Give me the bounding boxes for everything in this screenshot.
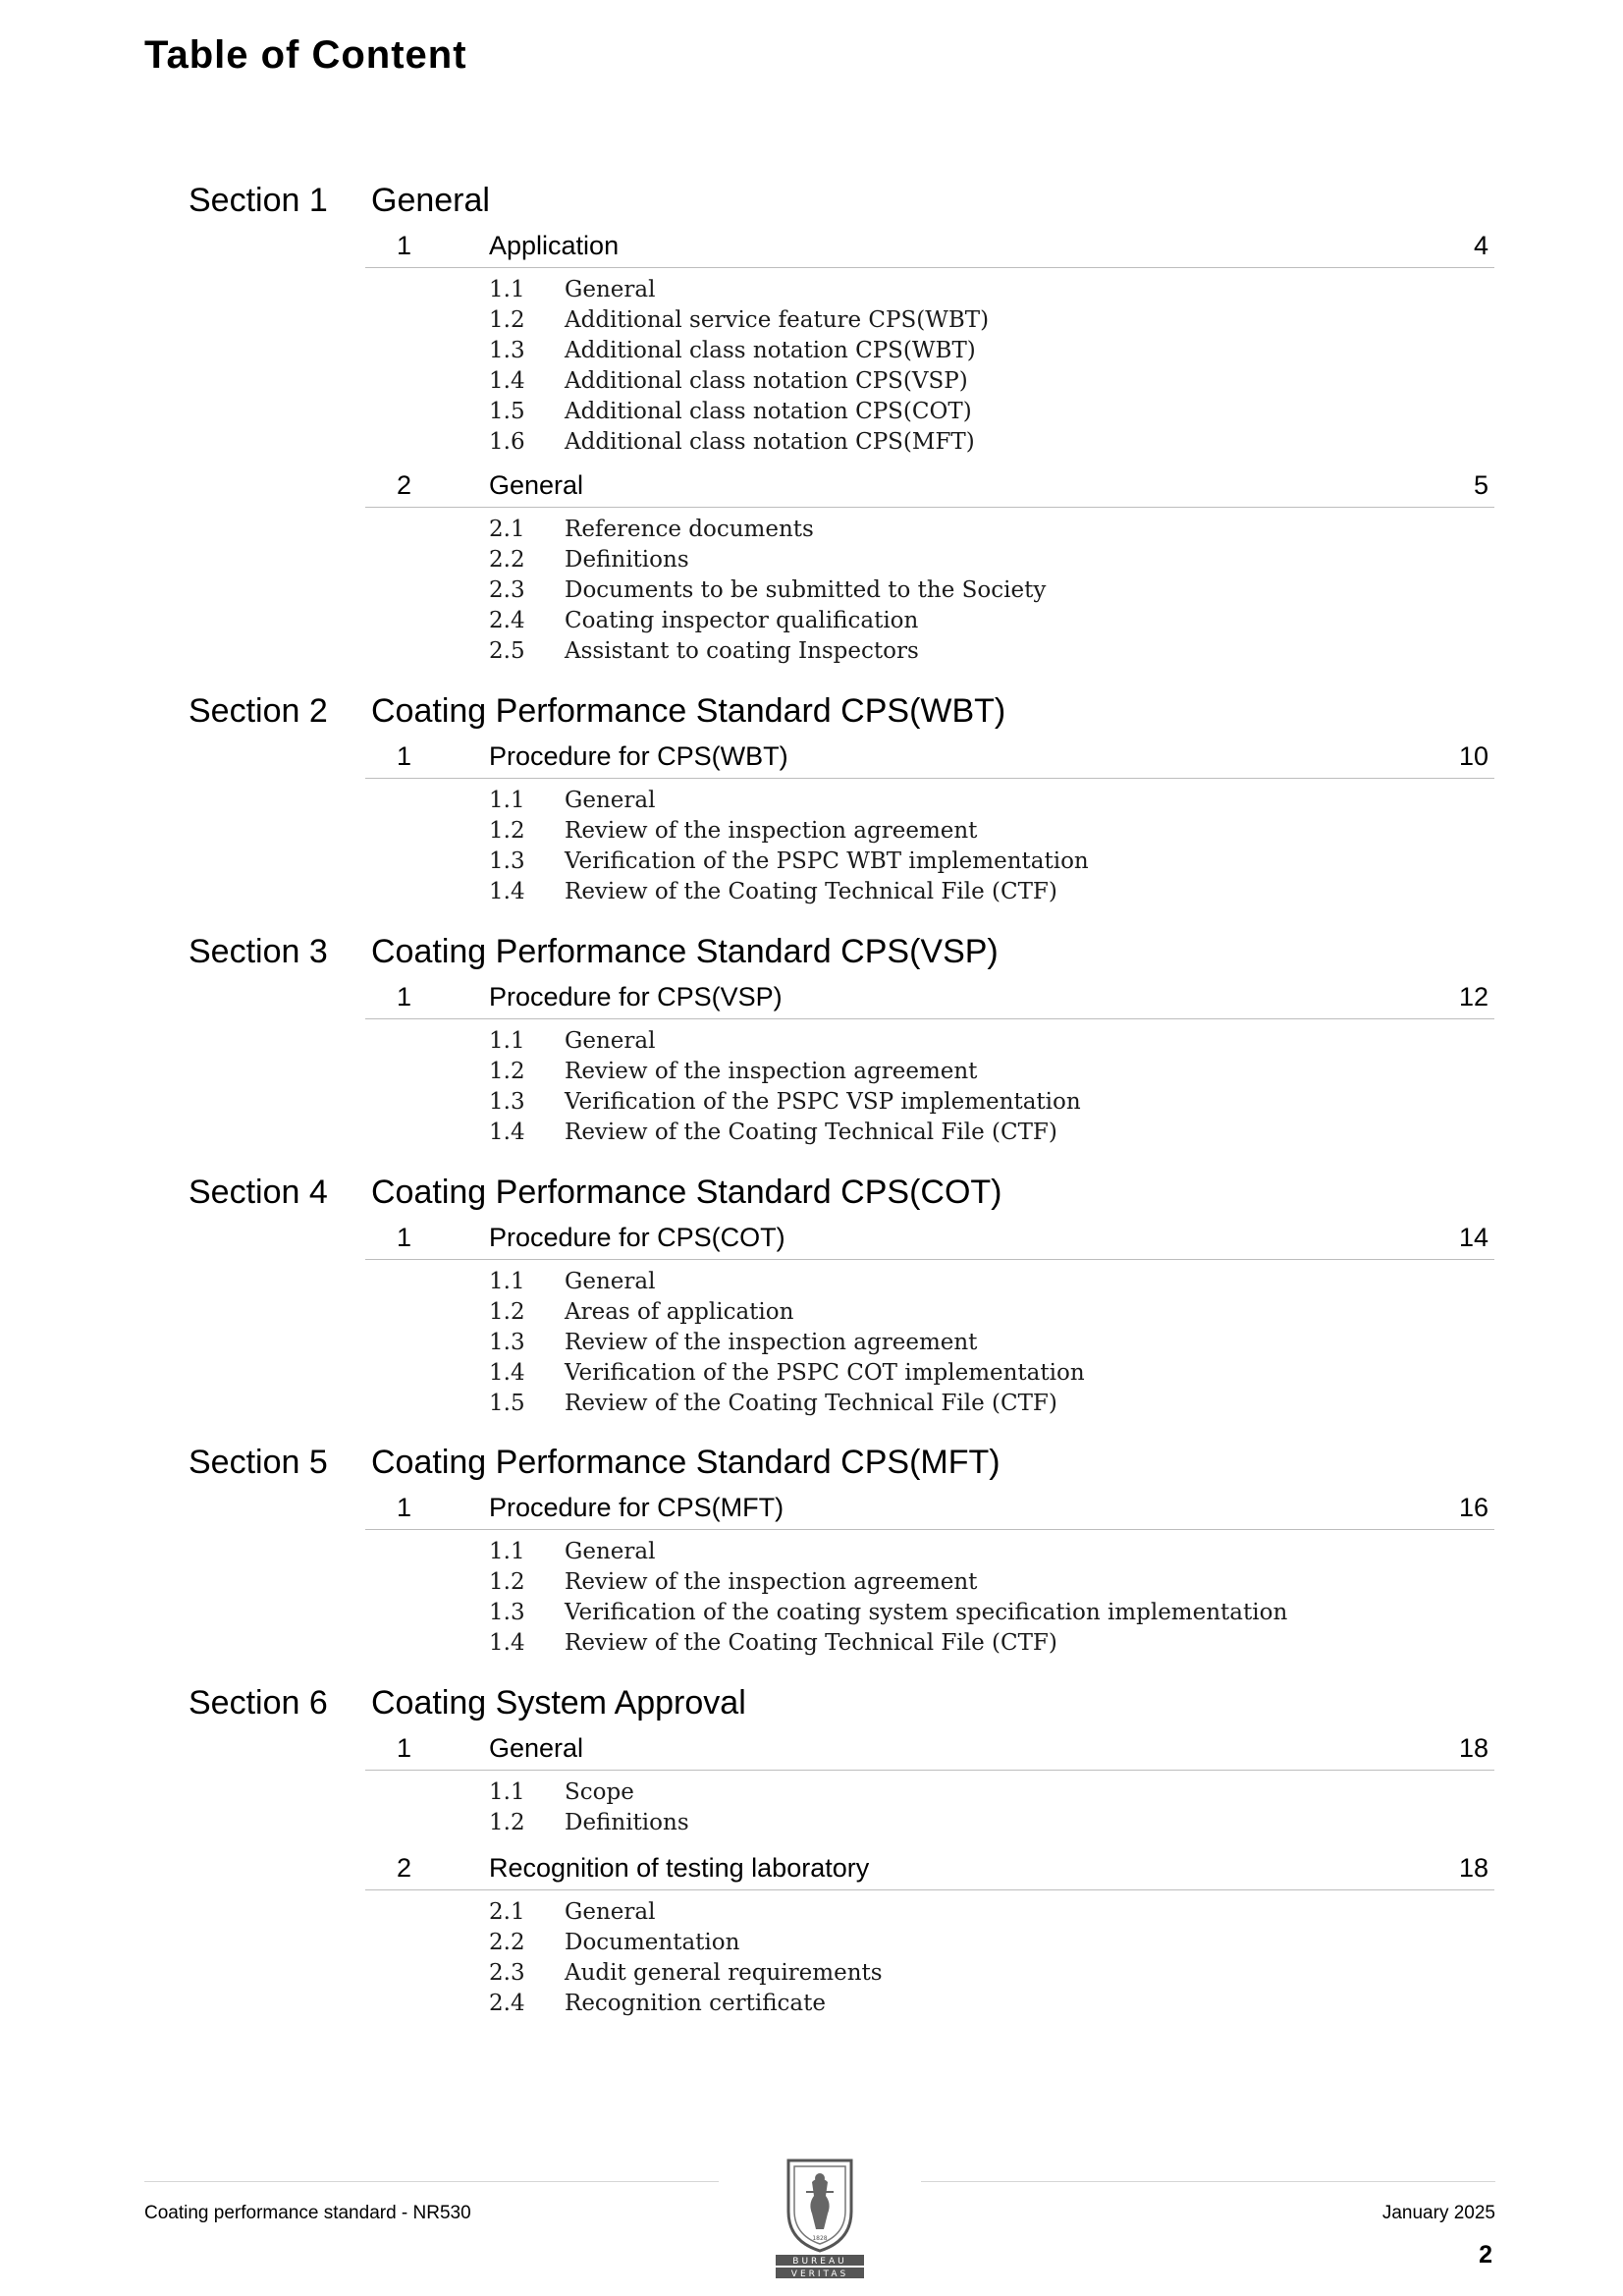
section-title[interactable]: Coating System Approval [371, 1684, 746, 1722]
list-item[interactable] [365, 1989, 1494, 2019]
list-item[interactable] [365, 1087, 1494, 1118]
list-item[interactable] [365, 636, 1494, 667]
subsection-number: 1.2 [489, 307, 525, 333]
subsection-number: 1.3 [489, 1089, 525, 1115]
list-item[interactable] [365, 336, 1494, 366]
chapter-title: Procedure for CPS(VSP) [489, 982, 783, 1011]
chapter-number: 1 [397, 1733, 412, 1763]
chapter-heading-row[interactable] [365, 738, 1494, 779]
subsection-title: Definitions [565, 547, 689, 573]
list-item[interactable] [365, 1808, 1494, 1838]
subsection-title: Additional class notation CPS(WBT) [565, 338, 976, 363]
subsection-number: 2.5 [489, 638, 525, 664]
list-item[interactable] [365, 877, 1494, 907]
subsection-number: 1.3 [489, 1600, 525, 1625]
chapter-title: Recognition of testing laboratory [489, 1853, 870, 1883]
subsection-title: General [565, 1028, 656, 1054]
page-title: Table of Content [144, 33, 467, 77]
section-title[interactable]: Coating Performance Standard CPS(COT) [371, 1174, 1002, 1211]
footer-date: January 2025 [1381, 2203, 1495, 2223]
subsection-number: 1.2 [489, 1569, 525, 1595]
subsection-title: Reference documents [565, 517, 814, 542]
list-item[interactable] [365, 515, 1494, 545]
list-item[interactable] [365, 366, 1494, 397]
chapter-heading-row[interactable] [365, 228, 1494, 268]
subsection-list [365, 786, 1494, 907]
toc-chapter [365, 1490, 1494, 1656]
chapter-heading-row[interactable] [365, 467, 1494, 508]
section-label: Section 5 [189, 1444, 328, 1481]
subsection-title: Scope [565, 1779, 634, 1805]
subsection-list [365, 1267, 1494, 1419]
chapter-page-number: 4 [1473, 231, 1488, 260]
list-item[interactable] [365, 1537, 1494, 1567]
section-label: Section 6 [189, 1684, 328, 1722]
list-item[interactable] [365, 427, 1494, 458]
section-title[interactable]: General [371, 182, 490, 219]
toc-chapter [365, 738, 1494, 904]
subsection-title: Coating inspector qualification [565, 608, 919, 633]
list-item[interactable] [365, 1928, 1494, 1958]
subsection-list [365, 515, 1494, 667]
svg-text:VERITAS: VERITAS [790, 2269, 849, 2279]
list-item[interactable] [365, 1598, 1494, 1628]
subsection-title: General [565, 1539, 656, 1564]
chapter-heading-row[interactable] [365, 1220, 1494, 1260]
subsection-title: Additional service feature CPS(WBT) [565, 307, 990, 333]
footer-divider-right [921, 2181, 1495, 2182]
section-label: Section 1 [189, 182, 328, 219]
subsection-number: 2.4 [489, 608, 525, 633]
subsection-number: 1.1 [489, 1269, 525, 1294]
list-item[interactable] [365, 1026, 1494, 1057]
chapter-title: Procedure for CPS(COT) [489, 1223, 785, 1252]
subsection-number: 1.2 [489, 1299, 525, 1325]
subsection-title: General [565, 277, 656, 302]
chapter-heading-row[interactable] [365, 979, 1494, 1019]
toc-chapter [365, 979, 1494, 1145]
list-item[interactable] [365, 545, 1494, 575]
chapter-title: Procedure for CPS(WBT) [489, 741, 788, 771]
subsection-number: 1.4 [489, 1120, 525, 1145]
subsection-title: General [565, 1269, 656, 1294]
subsection-title: Assistant to coating Inspectors [565, 638, 919, 664]
subsection-title: Additional class notation CPS(VSP) [565, 368, 968, 394]
subsection-title: Documentation [565, 1930, 740, 1955]
list-item[interactable] [365, 397, 1494, 427]
list-item[interactable] [365, 1958, 1494, 1989]
subsection-number: 1.4 [489, 1630, 525, 1656]
section-label: Section 4 [189, 1174, 328, 1211]
subsection-number: 1.1 [489, 277, 525, 302]
subsection-number: 2.2 [489, 1930, 525, 1955]
chapter-page-number: 18 [1458, 1853, 1488, 1883]
list-item[interactable] [365, 1389, 1494, 1419]
subsection-title: Verification of the PSPC COT implementation [565, 1360, 1085, 1386]
page-number: 2 [1479, 2241, 1492, 2269]
list-item[interactable] [365, 786, 1494, 816]
subsection-number: 1.3 [489, 338, 525, 363]
chapter-number: 2 [397, 1853, 412, 1883]
subsection-title: General [565, 1899, 656, 1925]
subsection-title: Review of the inspection agreement [565, 818, 978, 844]
subsection-number: 1.2 [489, 818, 525, 844]
subsection-title: Review of the inspection agreement [565, 1569, 978, 1595]
subsection-number: 1.1 [489, 1028, 525, 1054]
subsection-number: 1.2 [489, 1059, 525, 1084]
list-item[interactable] [365, 1777, 1494, 1808]
subsection-title: Review of the Coating Technical File (CTF) [565, 1120, 1057, 1145]
subsection-number: 1.3 [489, 1330, 525, 1355]
subsection-number: 1.5 [489, 1391, 525, 1416]
svg-text:BUREAU: BUREAU [792, 2257, 847, 2267]
subsection-number: 1.2 [489, 1810, 525, 1835]
subsection-list [365, 1897, 1494, 2019]
subsection-title: Verification of the coating system specification implementation [565, 1600, 1288, 1625]
chapter-page-number: 16 [1458, 1493, 1488, 1522]
list-item[interactable] [365, 275, 1494, 305]
subsection-number: 2.2 [489, 547, 525, 573]
subsection-title: Review of the inspection agreement [565, 1330, 978, 1355]
list-item[interactable] [365, 1267, 1494, 1297]
chapter-title: Application [489, 231, 620, 260]
subsection-title: Areas of application [565, 1299, 794, 1325]
subsection-number: 1.3 [489, 848, 525, 874]
list-item[interactable] [365, 606, 1494, 636]
chapter-title: Procedure for CPS(MFT) [489, 1493, 784, 1522]
subsection-title: Additional class notation CPS(COT) [565, 399, 972, 424]
subsection-title: Documents to be submitted to the Society [565, 577, 1047, 603]
subsection-title: Recognition certificate [565, 1991, 826, 2016]
subsection-number: 2.1 [489, 517, 525, 542]
subsection-title: Review of the Coating Technical File (CTF) [565, 1391, 1057, 1416]
subsection-title: Definitions [565, 1810, 689, 1835]
subsection-number: 1.1 [489, 788, 525, 813]
list-item[interactable] [365, 1628, 1494, 1659]
chapter-page-number: 12 [1458, 982, 1488, 1011]
chapter-heading-row[interactable] [365, 1730, 1494, 1771]
subsection-number: 1.5 [489, 399, 525, 424]
chapter-title: General [489, 470, 584, 500]
subsection-number: 1.1 [489, 1779, 525, 1805]
section-label: Section 3 [189, 933, 328, 970]
subsection-title: Review of the inspection agreement [565, 1059, 978, 1084]
subsection-list [365, 275, 1494, 458]
subsection-number: 1.4 [489, 879, 525, 904]
chapter-number: 1 [397, 231, 412, 260]
list-item[interactable] [365, 575, 1494, 606]
footer-document-title: Coating performance standard - NR530 [144, 2203, 471, 2223]
footer-divider-left [144, 2181, 719, 2182]
list-item[interactable] [365, 305, 1494, 336]
chapter-heading-row[interactable] [365, 1490, 1494, 1530]
list-item[interactable] [365, 1358, 1494, 1389]
chapter-page-number: 14 [1458, 1223, 1488, 1252]
toc-chapter [365, 1850, 1494, 2016]
list-item[interactable] [365, 1897, 1494, 1928]
subsection-title: Verification of the PSPC WBT implementation [565, 848, 1089, 874]
subsection-title: Review of the Coating Technical File (CTF) [565, 1630, 1057, 1656]
chapter-number: 1 [397, 1223, 412, 1252]
subsection-title: Review of the Coating Technical File (CTF) [565, 879, 1057, 904]
list-item[interactable] [365, 1567, 1494, 1598]
chapter-page-number: 5 [1473, 470, 1488, 500]
subsection-title: Additional class notation CPS(MFT) [565, 429, 975, 455]
toc-chapter [365, 1730, 1494, 1835]
subsection-list [365, 1537, 1494, 1659]
svg-text:1828: 1828 [812, 2235, 828, 2242]
subsection-title: Verification of the PSPC VSP implementation [565, 1089, 1081, 1115]
subsection-number: 2.3 [489, 577, 525, 603]
subsection-number: 1.1 [489, 1539, 525, 1564]
toc-chapter [365, 1220, 1494, 1416]
chapter-heading-row[interactable] [365, 1850, 1494, 1890]
chapter-title: General [489, 1733, 584, 1763]
list-item[interactable] [365, 816, 1494, 847]
toc-chapter [365, 467, 1494, 664]
list-item[interactable] [365, 1297, 1494, 1328]
chapter-number: 2 [397, 470, 412, 500]
section-title[interactable]: Coating Performance Standard CPS(MFT) [371, 1444, 1001, 1481]
section-title[interactable]: Coating Performance Standard CPS(WBT) [371, 692, 1006, 730]
chapter-number: 1 [397, 1493, 412, 1522]
subsection-number: 1.6 [489, 429, 525, 455]
chapter-page-number: 10 [1458, 741, 1488, 771]
list-item[interactable] [365, 847, 1494, 877]
chapter-number: 1 [397, 982, 412, 1011]
subsection-title: General [565, 788, 656, 813]
section-title[interactable]: Coating Performance Standard CPS(VSP) [371, 933, 999, 970]
subsection-list [365, 1777, 1494, 1838]
chapter-number: 1 [397, 741, 412, 771]
list-item[interactable] [365, 1118, 1494, 1148]
list-item[interactable] [365, 1057, 1494, 1087]
toc-chapter [365, 228, 1494, 455]
subsection-number: 2.4 [489, 1991, 525, 2016]
subsection-number: 2.3 [489, 1960, 525, 1986]
list-item[interactable] [365, 1328, 1494, 1358]
subsection-number: 1.4 [489, 368, 525, 394]
subsection-number: 2.1 [489, 1899, 525, 1925]
bureau-veritas-logo [771, 2153, 869, 2280]
subsection-list [365, 1026, 1494, 1148]
chapter-page-number: 18 [1458, 1733, 1488, 1763]
section-label: Section 2 [189, 692, 328, 730]
subsection-number: 1.4 [489, 1360, 525, 1386]
subsection-title: Audit general requirements [565, 1960, 883, 1986]
